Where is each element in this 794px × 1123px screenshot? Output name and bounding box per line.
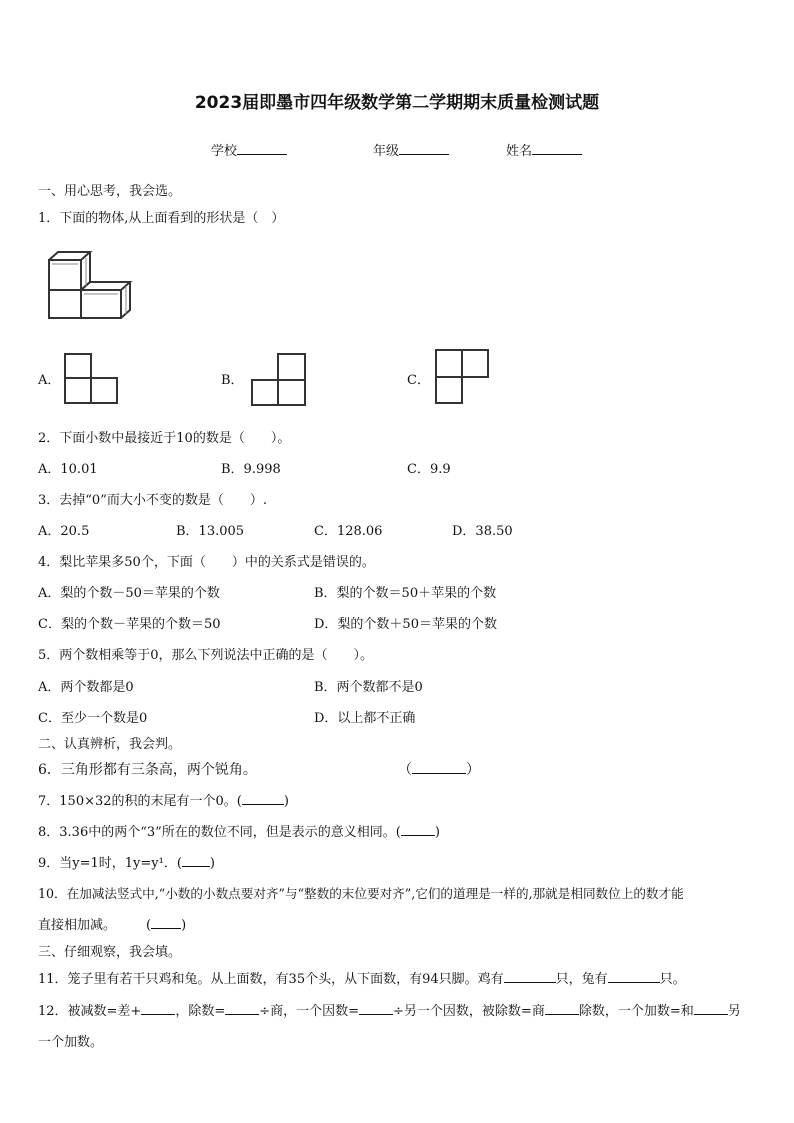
section-3-heading: 三、仔细观察，我会填。: [38, 945, 182, 960]
q1-option-b-figure: [250, 352, 308, 408]
q2-option-b[interactable]: B．9.998: [221, 462, 281, 477]
q12-part-6: 另: [727, 1004, 741, 1019]
q10-paren-left: (: [146, 918, 152, 933]
q3-option-a[interactable]: A．20.5: [38, 524, 90, 539]
q2-option-c[interactable]: C．9.9: [407, 462, 451, 477]
q12-blank-3[interactable]: [359, 1002, 393, 1015]
q6-answer-blank[interactable]: [412, 761, 466, 774]
q3-option-b[interactable]: B．13.005: [176, 524, 245, 539]
q6-paren-left: （: [398, 762, 412, 778]
q12-part-2: ，除数=: [175, 1004, 226, 1019]
q5-option-c[interactable]: C．至少一个数是0: [38, 711, 148, 726]
q10-line2-text: 直接相加减。: [38, 918, 117, 933]
q8-paren-right: ): [434, 825, 440, 840]
grade-label: 年级: [373, 144, 400, 159]
q12-blank-1[interactable]: [141, 1002, 175, 1015]
q12-part-1: 12．被减数=差+: [38, 1004, 142, 1019]
school-field[interactable]: [211, 140, 287, 159]
question-12-line-2: 一个加数。: [38, 1035, 104, 1050]
q12-blank-4[interactable]: [545, 1002, 579, 1015]
question-12-line-1: [38, 1000, 741, 1019]
question-3: 3．去掉“0”而大小不变的数是（ ）.: [38, 493, 267, 508]
question-1: 1．下面的物体,从上面看到的形状是（ ）: [38, 211, 285, 226]
q7-text: 7．150×32的积的末尾有一个0。(: [38, 794, 242, 809]
grade-field[interactable]: [373, 140, 449, 159]
school-label: 学校: [211, 144, 238, 159]
q9-paren-right: ): [209, 856, 215, 871]
q11-end-text: 只。: [659, 972, 686, 987]
q1-option-c[interactable]: C．: [407, 373, 430, 388]
section-2-heading: 二、认真辨析，我会判。: [38, 737, 182, 752]
q9-text: 9．当y=1时，1y=y¹．(: [38, 856, 182, 871]
question-7: [38, 790, 289, 809]
question-9: [38, 852, 215, 871]
q8-text: 8．3.36中的两个“3”所在的数位不同，但是表示的意义相同。(: [38, 825, 401, 840]
q12-part-3: ÷商，一个因数=: [259, 1004, 360, 1019]
q5-option-a[interactable]: A．两个数都是0: [38, 680, 134, 695]
q4-option-a[interactable]: A．梨的个数－50＝苹果的个数: [38, 586, 220, 601]
section-1-heading: 一、用心思考，我会选。: [38, 184, 182, 199]
q12-part-4: ÷另一个因数，被除数=商: [393, 1004, 545, 1019]
question-2: 2．下面小数中最接近于10的数是（ ）。: [38, 431, 291, 446]
q12-blank-2[interactable]: [225, 1002, 259, 1015]
q5-option-b[interactable]: B．两个数都不是0: [314, 680, 423, 695]
q4-option-d[interactable]: D．梨的个数＋50＝苹果的个数: [314, 617, 497, 632]
q12-blank-5[interactable]: [694, 1002, 728, 1015]
q3-option-d[interactable]: D．38.50: [452, 524, 513, 539]
question-11: [38, 968, 686, 987]
q6-paren-right: ）: [466, 762, 480, 778]
q5-option-d[interactable]: D．以上都不正确: [314, 711, 416, 726]
name-field[interactable]: [506, 140, 582, 159]
q10-answer-blank[interactable]: [151, 916, 181, 929]
q6-answer-box[interactable]: [398, 759, 480, 779]
q2-option-a[interactable]: A．10.01: [38, 462, 98, 477]
question-4: 4．梨比苹果多50个，下面（ ）中的关系式是错误的。: [38, 555, 375, 570]
page-title: 2023届即墨市四年级数学第二学期期末质量检测试题: [194, 93, 600, 113]
question-5: 5．两个数相乘等于0，那么下列说法中正确的是（ ）。: [38, 648, 374, 663]
q12-part-5: 除数，一个加数=和: [578, 1004, 694, 1019]
grade-blank[interactable]: [399, 142, 449, 155]
q10-paren-right: ): [181, 918, 187, 933]
q11-chicken-blank[interactable]: [504, 970, 556, 983]
name-label: 姓名: [506, 144, 533, 159]
school-blank[interactable]: [237, 142, 287, 155]
q4-option-b[interactable]: B．梨的个数＝50＋苹果的个数: [314, 586, 497, 601]
cube-stack-figure: [46, 250, 136, 322]
q4-option-c[interactable]: C．梨的个数－苹果的个数＝50: [38, 617, 221, 632]
q9-answer-blank[interactable]: [182, 854, 210, 867]
q11-mid-text: 只，兔有: [555, 972, 608, 987]
q1-option-c-figure: [434, 348, 490, 406]
q7-answer-blank[interactable]: [242, 792, 284, 805]
q8-answer-blank[interactable]: [401, 823, 435, 836]
question-10-line-2: [38, 914, 186, 933]
q7-paren-right: ): [283, 794, 289, 809]
name-blank[interactable]: [532, 142, 582, 155]
q11-rabbit-blank[interactable]: [608, 970, 660, 983]
question-10-line-1: 10．在加减法竖式中,“小数的小数点要对齐”与“整数的末位要对齐”,它们的道理是一样的,那就是相同数位上的数才能: [38, 886, 684, 901]
question-8: [38, 821, 440, 840]
q1-option-a[interactable]: A．: [38, 373, 61, 388]
q1-option-a-figure: [63, 352, 119, 406]
question-6: 6．三角形都有三条高，两个锐角。: [38, 762, 257, 778]
q3-option-c[interactable]: C．128.06: [314, 524, 383, 539]
q11-text: 11．笼子里有若干只鸡和兔。从上面数，有35个头，从下面数，有94只脚。鸡有: [38, 972, 504, 987]
q1-option-b[interactable]: B．: [221, 373, 244, 388]
